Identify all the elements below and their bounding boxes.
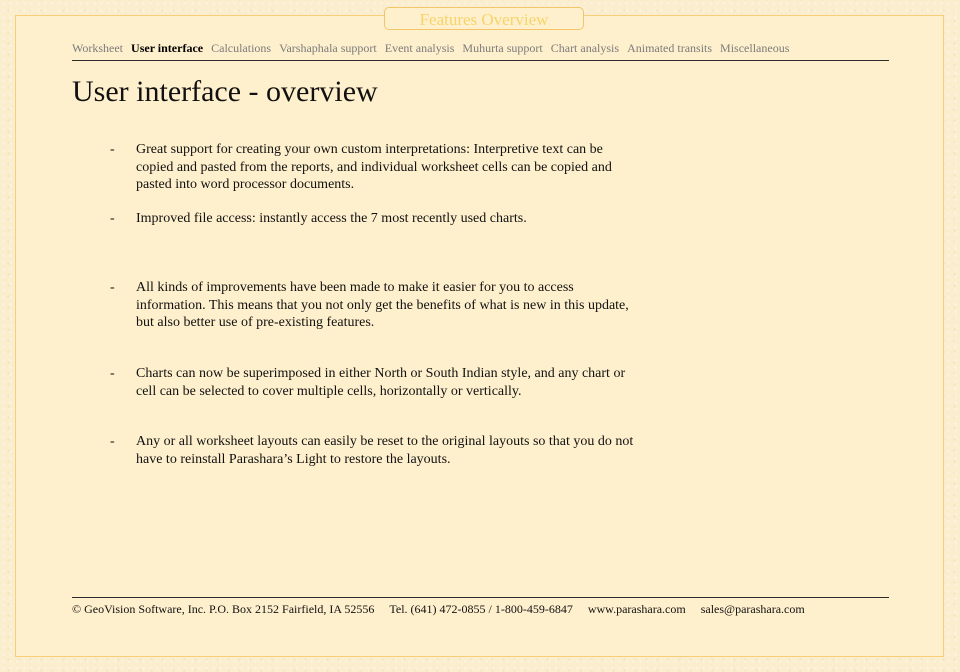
footer	[72, 602, 817, 617]
list-item-text: Improved file access: instantly access the 7 most recently used charts.	[136, 211, 527, 226]
list-item-text: Charts can now be superimposed in either North or South Indian style, and any chart or cell can be selected to cover multiple cells, horizontally or vertically.	[136, 366, 626, 399]
panel-title: Features Overview	[384, 7, 584, 30]
feature-nav	[72, 40, 794, 56]
page-title: User interface - overview	[72, 75, 378, 108]
list-item-text: All kinds of improvements have been made to make it easier for you to access information. This means that you not only get the benefits of what is new in this update, but also better use of pre-existing features.	[136, 280, 629, 330]
nav-item-calculations[interactable]: Calculations	[211, 41, 272, 55]
footer-website[interactable]: www.parashara.com	[587, 602, 686, 616]
list-item-text: Great support for creating your own custom interpretations: Interpretive text can be copied and pasted from the reports, and individual worksheet cells can be copied and pasted into word processor documents.	[136, 142, 612, 192]
footer-email[interactable]: sales@parashara.com	[700, 602, 805, 616]
nav-item-muhurta-support[interactable]: Muhurta support	[462, 41, 543, 55]
nav-item-varshaphala-support[interactable]: Varshaphala support	[279, 41, 377, 55]
list-item-dash: -	[110, 211, 115, 226]
list-item-dash: -	[110, 142, 115, 157]
nav-item-user-interface[interactable]: User interface	[131, 41, 204, 55]
nav-item-event-analysis[interactable]: Event analysis	[384, 41, 455, 55]
footer-phone: Tel. (641) 472-0855 / 1-800-459-6847	[389, 602, 573, 616]
nav-item-worksheet[interactable]: Worksheet	[72, 41, 124, 55]
nav-item-chart-analysis[interactable]: Chart analysis	[550, 41, 620, 55]
list-item-dash: -	[110, 280, 115, 295]
nav-item-miscellaneous[interactable]: Miscellaneous	[720, 41, 790, 55]
features-panel	[15, 15, 944, 657]
list-item-dash: -	[110, 366, 115, 381]
footer-company: © GeoVision Software, Inc. P.O. Box 2152 Fairfield, IA 52556	[72, 602, 375, 616]
nav-divider	[72, 60, 889, 61]
nav-item-animated-transits[interactable]: Animated transits	[627, 41, 713, 55]
footer-divider	[72, 597, 889, 598]
list-item-dash: -	[110, 434, 115, 449]
list-item-text: Any or all worksheet layouts can easily be reset to the original layouts so that you do not have to reinstall Parashara’s Light to restore the layouts.	[136, 434, 634, 467]
